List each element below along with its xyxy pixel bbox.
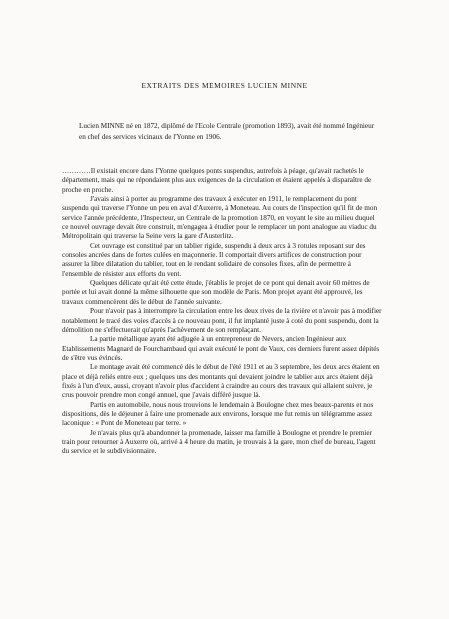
body-paragraph: Je n'avais plus qu'à abandonner la promenade, laisser ma famille à Boulogne et prendre le premier train pour retourner à Auxerre où, arrivé à 4 heure du matin, je trouvais à la gare, mon chef de bureau, l'agent du service et le subdivisionnaire. xyxy=(62,428,376,456)
document-body xyxy=(62,167,382,457)
body-paragraph: …………Il existait encore dans l'Yonne quelques ponts suspendus, autrefois à péage, qu'avait rachetés le département, mais qui ne répondaient plus aux exigences de la circulation et étaient appelés à disparaître de proche en proche. xyxy=(62,167,372,194)
body-paragraph: Quelques délicate qu'ait été cette étude, j'établis le projet de ce pont qui denait avoir 60 mètres de portée et lui avait donné la même silhouette que son modèle de Paris. Mon projet ayant été approuvé, les travaux commencèrent dès le début de l'année suivante. xyxy=(62,279,370,306)
body-paragraph: La partie métallique ayant été adjugée à un entrepreneur de Nevers, ancien Ingénieur aux Etablissements Magnard de Fourchambaud qui avait exécuté le pont de Vaux, ces derniers furent assez dépités de s'être vus évincés. xyxy=(62,335,380,362)
intro-paragraph: Lucien MINNE né en 1872, diplômé de l'Ecole Centrale (promotion 1893), avait été nommé Ingénieur en chef des services vicinaux de l'Yonne en 1906. xyxy=(79,122,375,142)
body-paragraph: Cet ouvrage est constitué par un tablier rigide, suspendu à deux arcs à 3 rotules reposant sur des consoles ancrées dans de fortes culées en maçonnerie. Il comportait divers artifices de construction pour assurer la libre dilatation du tablier, tout en le rendant solidaire de consoles fixes, afin de permettre à l'ensemble de résister aux efforts du vent. xyxy=(62,241,366,278)
body-paragraph: J'avais ainsi à porter au programme des travaux à exécuter en 1911, le remplacement du pont suspendu qui traverse l'Yonne un peu en aval d'Auxerre, à Moneteau. Au cours de l'inspection qu'il fit de mon service l'année précédente, l'Inspecteur, un Centrale de la promotion 1870, en voyant le site au milieu duquel ce nouvel ouvrage devait être construit, m'engagea à étudier pour le remplacer un pont analogue au viaduc du Métropolitain qui traverse la Seine vers la gare d'Austerlitz. xyxy=(62,195,378,241)
body-paragraph: Le montage avait été commencé dès le début de l'été 1911 et au 3 septembre, les deux arcs étaient en place et déjà reliés entre eux ; quelques uns des montants qui devaient joindre le tablier aux arcs étaient déjà fixés à l'un d'eux, aussi, croyant n'avoir plus d'accident à craindre au cours des travaux qui allaient suivre, je crus pouvoir prendre mon congé annuel, que j'avais différé jusque là. xyxy=(62,363,380,400)
body-paragraph: Partis en automobile, nous nous trouvions le lendemain à Boulogne chez mes beaux-parents et nos dispositions, dès le déjeuner à faire une promenade aux environs, lorsque me fut remis un télégramme assez laconique : « Pont de Moneteau par terre. » xyxy=(62,400,374,428)
body-paragraph: Pour n'avoir pas à interrompre la circulation entre les deux rives de la rivière et n'avoir pas à modifier notablement le tracé des voies d'accès à ce nouveau pont, il fut implanté juste à coté du pont suspendu, dont la démolition ne s'effectuerait qu'après l'achèvement de son remplaçant. xyxy=(62,307,382,334)
document-title: EXTRAITS DES MEMOIRES LUCIEN MINNE xyxy=(141,81,308,90)
